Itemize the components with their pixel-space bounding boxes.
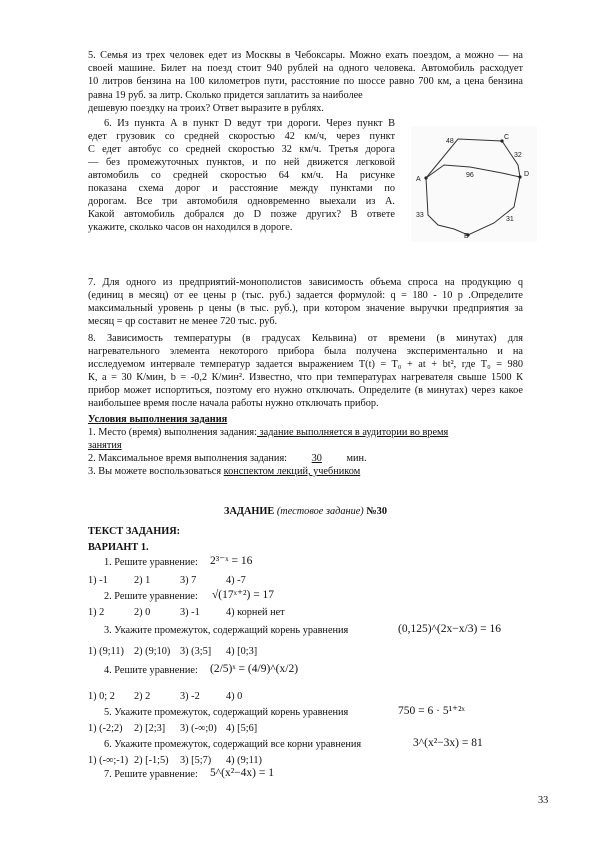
answer-option[interactable]: 3) 7	[180, 575, 197, 586]
question-text: 7. Решите уравнение:	[104, 769, 198, 780]
label-96: 96	[466, 172, 474, 179]
answer-option[interactable]: 4) [0;3]	[226, 646, 258, 657]
answer-option[interactable]: 3) -2	[180, 691, 200, 702]
answer-option[interactable]: 2) [2;3]	[134, 723, 166, 734]
answer-option[interactable]: 3) -1	[180, 607, 200, 618]
label-a: A	[416, 176, 421, 183]
problem-5-line: 10 литров бензина на 100 километров пути, расстояние по шоссе равно 700 км, а цена бензина	[88, 76, 523, 87]
question-text: 1. Решите уравнение:	[104, 557, 198, 568]
task-title-main: ЗАДАНИЕ	[224, 506, 277, 517]
question-text: 3. Укажите промежуток, содержащий корень уравнения	[104, 625, 349, 636]
question-text: 6. Укажите промежуток, содержащий все корни уравнения	[104, 739, 362, 750]
conditions-line-2	[88, 452, 523, 465]
point-a	[424, 176, 427, 179]
variant-heading: ВАРИАНТ 1.	[88, 542, 149, 553]
answer-option[interactable]: 1) 0; 2	[88, 691, 115, 702]
answer-option[interactable]: 2) 1	[134, 575, 151, 586]
answer-option[interactable]: 2) 2	[134, 691, 151, 702]
conditions-time-label: 2. Максимальное время выполнения задания:	[88, 453, 290, 464]
answer-option[interactable]: 4) [5;6]	[226, 723, 258, 734]
problem-6-line: дорогам. Все три автомобиля одновременно выехали из A.	[88, 196, 395, 207]
answer-option[interactable]: 1) 2	[88, 607, 105, 618]
point-d	[518, 175, 521, 178]
problem-6-line: 6. Из пункта A в пункт D ведут три дороги. Через пункт B	[104, 118, 395, 129]
problem-7-line: максимальный уровень p цены (в тыс. руб.), при котором значение выручки предприятия за	[88, 303, 523, 314]
conditions-line-1	[88, 426, 523, 439]
answer-option[interactable]: 1) (9;11)	[88, 646, 124, 657]
problem-8-line: наибольшее время после начала работы нужно отключать прибор.	[88, 398, 379, 409]
task-text-heading: ТЕКСТ ЗАДАНИЯ:	[88, 526, 181, 537]
question-formula: √(17ˣ⁺²) = 17	[212, 589, 275, 601]
problem-6-line: — без промежуточных пунктов, и по ней движется легковой	[88, 157, 395, 168]
question-formula: 3^(x²−3x) = 81	[413, 737, 483, 749]
answer-option[interactable]: 4) -7	[226, 575, 246, 586]
task-title-number: №30	[363, 506, 387, 517]
conditions-resources-label: 3. Вы можете воспользоваться	[88, 466, 224, 477]
page-number: 33	[538, 795, 549, 806]
question-formula: 5^(x²−4x) = 1	[210, 767, 274, 779]
problem-5-line: 5. Семья из трех человек едет из Москвы в Чебоксары. Можно ехать поездом, а можно — на	[88, 50, 523, 61]
question-text: 2. Решите уравнение:	[104, 591, 198, 602]
problem-5-line: равна 19 руб. за литр. Сколько придется заплатить за наиболее	[88, 90, 363, 101]
question-formula: 2³⁻ˣ = 16	[210, 555, 253, 567]
answer-option[interactable]: 3) (3;5]	[180, 646, 212, 657]
conditions-time-value: 30	[311, 453, 322, 464]
label-b: B	[464, 233, 469, 240]
label-d: D	[524, 171, 530, 178]
task-title-type: (тестовое задание)	[276, 506, 364, 517]
problem-8-line: прибор может испортиться, поэтому его нужно отключать. Определите (в минутах) через какое	[88, 385, 523, 396]
label-31: 31	[506, 216, 514, 223]
problem-8-line: 8. Зависимость температуры (в градусах Кельвина) от времени (в минутах) для	[88, 333, 523, 344]
problem-8-line: нагревательного элемента некоторого прибора была получена экспериментально и на	[88, 346, 523, 357]
answer-option[interactable]: 4) (9;11)	[226, 755, 262, 766]
problem-6-line: показана схема дорог и расстояние между пунктами по	[88, 183, 395, 194]
problem-6-line: автомобиль со средней скоростью 64 км/ч. На рисунке	[88, 170, 395, 181]
conditions-heading: Условия выполнения задания	[88, 414, 228, 425]
conditions-place-value: задание выполняется в аудитории во время	[256, 427, 449, 438]
question-text: 4. Решите уравнение:	[104, 665, 198, 676]
conditions-line-3	[88, 465, 523, 478]
answer-option[interactable]: 2) (9;10)	[134, 646, 171, 657]
problem-5-line: своей машине. Билет на поезд стоит 940 рублей на одного человека. Автомобиль расходует	[88, 63, 523, 74]
roads-diagram	[410, 125, 538, 243]
answer-option[interactable]: 4) корней нет	[226, 607, 285, 618]
problem-7-line: 7. Для одного из предприятий-монополистов зависимость объема спроса на продукцию q	[88, 277, 523, 288]
conditions-place-label: 1. Место (время) выполнения задания:	[88, 427, 257, 438]
problem-6-line: едет грузовик со средней скоростью 42 км/ч, через пункт	[88, 131, 395, 142]
problem-6-line: Какой автомобиль добрался до D позже других? В ответе	[88, 209, 395, 220]
conditions-resources-value: конспектом лекций, учебником	[223, 466, 361, 477]
label-32: 32	[514, 152, 522, 159]
question-text: 5. Укажите промежуток, содержащий корень уравнения	[104, 707, 349, 718]
conditions-time-unit: мин.	[343, 453, 367, 464]
conditions-place-value-cont: занятия	[88, 440, 122, 451]
label-c: C	[504, 134, 510, 141]
task-title	[88, 505, 523, 518]
label-48: 48	[446, 138, 454, 145]
question-formula: (0,125)^(2x−x/3) = 16	[398, 623, 502, 635]
problem-8-line: К, a = 30 К/мин, b = -0,2 К/мин². Известно, что при температурах нагревателя свыше 1500 К	[88, 372, 523, 383]
answer-option[interactable]: 2) [-1;5)	[134, 755, 169, 766]
answer-option[interactable]: 3) (-∞;0)	[180, 723, 217, 734]
answer-option[interactable]: 1) (-∞;-1)	[88, 755, 129, 766]
problem-7-line: месяц = qp составит не менее 720 тыс. руб.	[88, 316, 278, 327]
answer-option[interactable]: 3) [5;7)	[180, 755, 212, 766]
label-33: 33	[416, 212, 424, 219]
problem-8-line: исследуемом интервале температур задается выражением T(t) = T₀ + at + bt², где T₀ = 980	[88, 359, 523, 370]
answer-option[interactable]: 4) 0	[226, 691, 243, 702]
answer-option[interactable]: 1) (-2;2)	[88, 723, 123, 734]
problem-6-line: C едет автобус со средней скоростью 32 км/ч. Третья дорога	[88, 144, 395, 155]
answer-option[interactable]: 1) -1	[88, 575, 108, 586]
problem-7-line: (единиц в месяц) от ее цены p (тыс. руб.) задается формулой: q = 180 - 10 p .Определите	[88, 290, 523, 301]
problem-5-line: дешевую поездку на троих? Ответ выразите в рублях.	[88, 103, 324, 114]
problem-6-line: укажите, сколько часов он находился в дороге.	[88, 222, 293, 233]
answer-option[interactable]: 2) 0	[134, 607, 151, 618]
question-formula: 750 = 6 · 5¹⁺²ˣ	[398, 705, 465, 717]
question-formula: (2/5)ˣ = (4/9)^(x/2)	[210, 663, 299, 675]
